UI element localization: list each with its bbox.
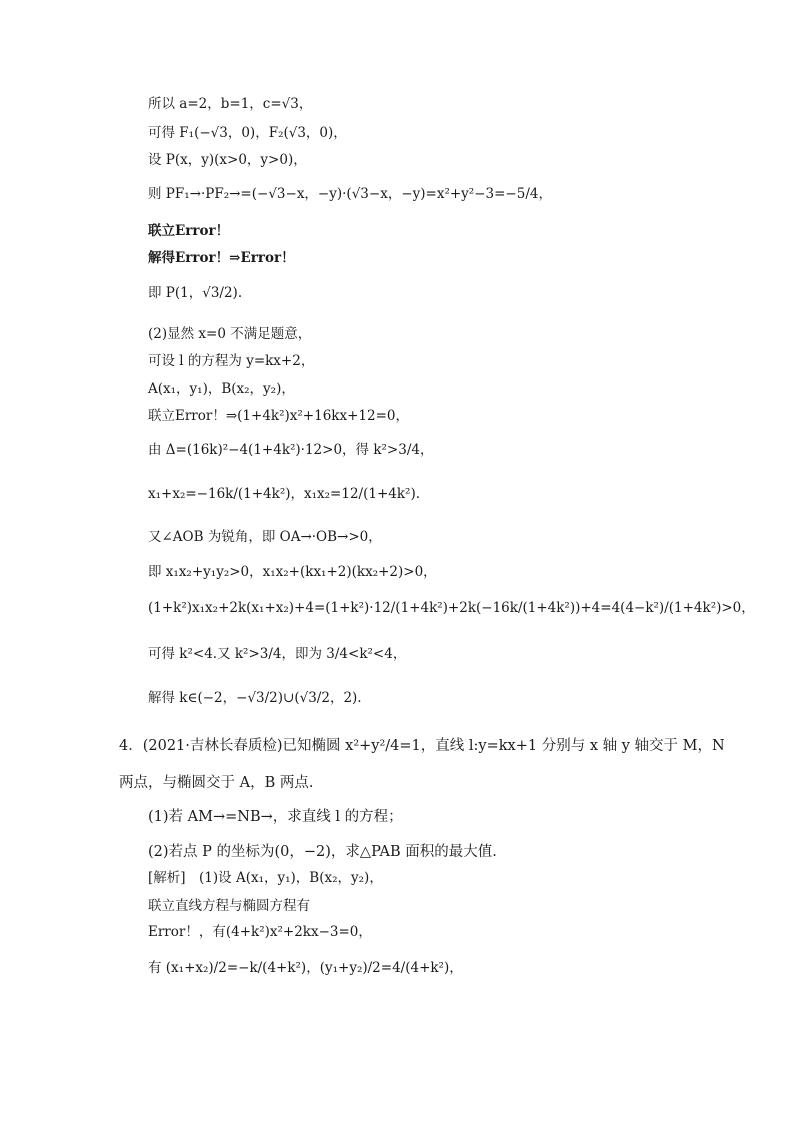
text-line: 解得 k∈(−2，−√3/2)∪(√3/2，2). <box>148 690 362 706</box>
text-line: (2)显然 x=0 不满足题意， <box>148 326 312 342</box>
text-line: 即 x₁x₂+y₁y₂>0，x₁x₂+(kx₁+2)(kx₂+2)>0， <box>148 564 437 580</box>
problem-part: (2)若点 P 的坐标为(0，−2)，求△PAB 面积的最大值. <box>148 844 497 860</box>
text-line: 联立Error！⇒(1+4k²)x²+16kx+12=0， <box>148 408 409 424</box>
text-line: 可得 F₁(−√3，0)，F₂(√3，0)， <box>148 125 347 141</box>
text-line: 又∠AOB 为锐角，即 OA→·OB→>0， <box>148 529 382 545</box>
problem-statement: 两点，与椭圆交于 A，B 两点. <box>119 775 314 791</box>
text-line: (1+k²)x₁x₂+2k(x₁+x₂)+4=(1+k²)·12/(1+4k²)+2k(−16k/(1+4k²))+4=4(4−k²)/(1+4k²)>0， <box>148 600 755 616</box>
text-line: 解得Error！⇒Error！ <box>148 250 295 266</box>
text-line: 联立Error！ <box>148 223 230 239</box>
problem-statement: 4．(2021·吉林长春质检)已知椭圆 x²+y²/4=1，直线 l:y=kx+1 分别与 x 轴 y 轴交于 M，N <box>119 738 725 754</box>
text-line: Error！，有(4+k²)x²+2kx−3=0， <box>148 924 372 940</box>
text-line: 由 Δ=(16k)²−4(1+4k²)·12>0，得 k²>3/4， <box>148 442 434 458</box>
solution-heading: [解析] (1)设 A(x₁，y₁)，B(x₂，y₂)， <box>148 870 383 886</box>
text-line: 所以 a=2，b=1，c=√3， <box>148 96 313 112</box>
text-line: A(x₁，y₁)，B(x₂，y₂)， <box>148 381 295 397</box>
text-line: 设 P(x，y)(x>0，y>0)， <box>148 152 307 168</box>
text-line: 可设 l 的方程为 y=kx+2， <box>148 353 315 369</box>
problem-part: (1)若 AM→=NB→，求直线 l 的方程； <box>148 809 403 825</box>
text-line: 则 PF₁→·PF₂→=(−√3−x，−y)·(√3−x，−y)=x²+y²−3=−5/4， <box>148 186 552 202</box>
text-line: 有 (x₁+x₂)/2=−k/(4+k²)，(y₁+y₂)/2=4/(4+k²)， <box>148 960 463 976</box>
text-line: 即 P(1，√3/2). <box>148 285 243 301</box>
text-line: 可得 k²<4.又 k²>3/4，即为 3/4<k²<4， <box>148 646 407 662</box>
text-line: 联立直线方程与椭圆方程有 <box>148 898 310 914</box>
text-line: x₁+x₂=−16k/(1+4k²)，x₁x₂=12/(1+4k²). <box>148 486 421 502</box>
